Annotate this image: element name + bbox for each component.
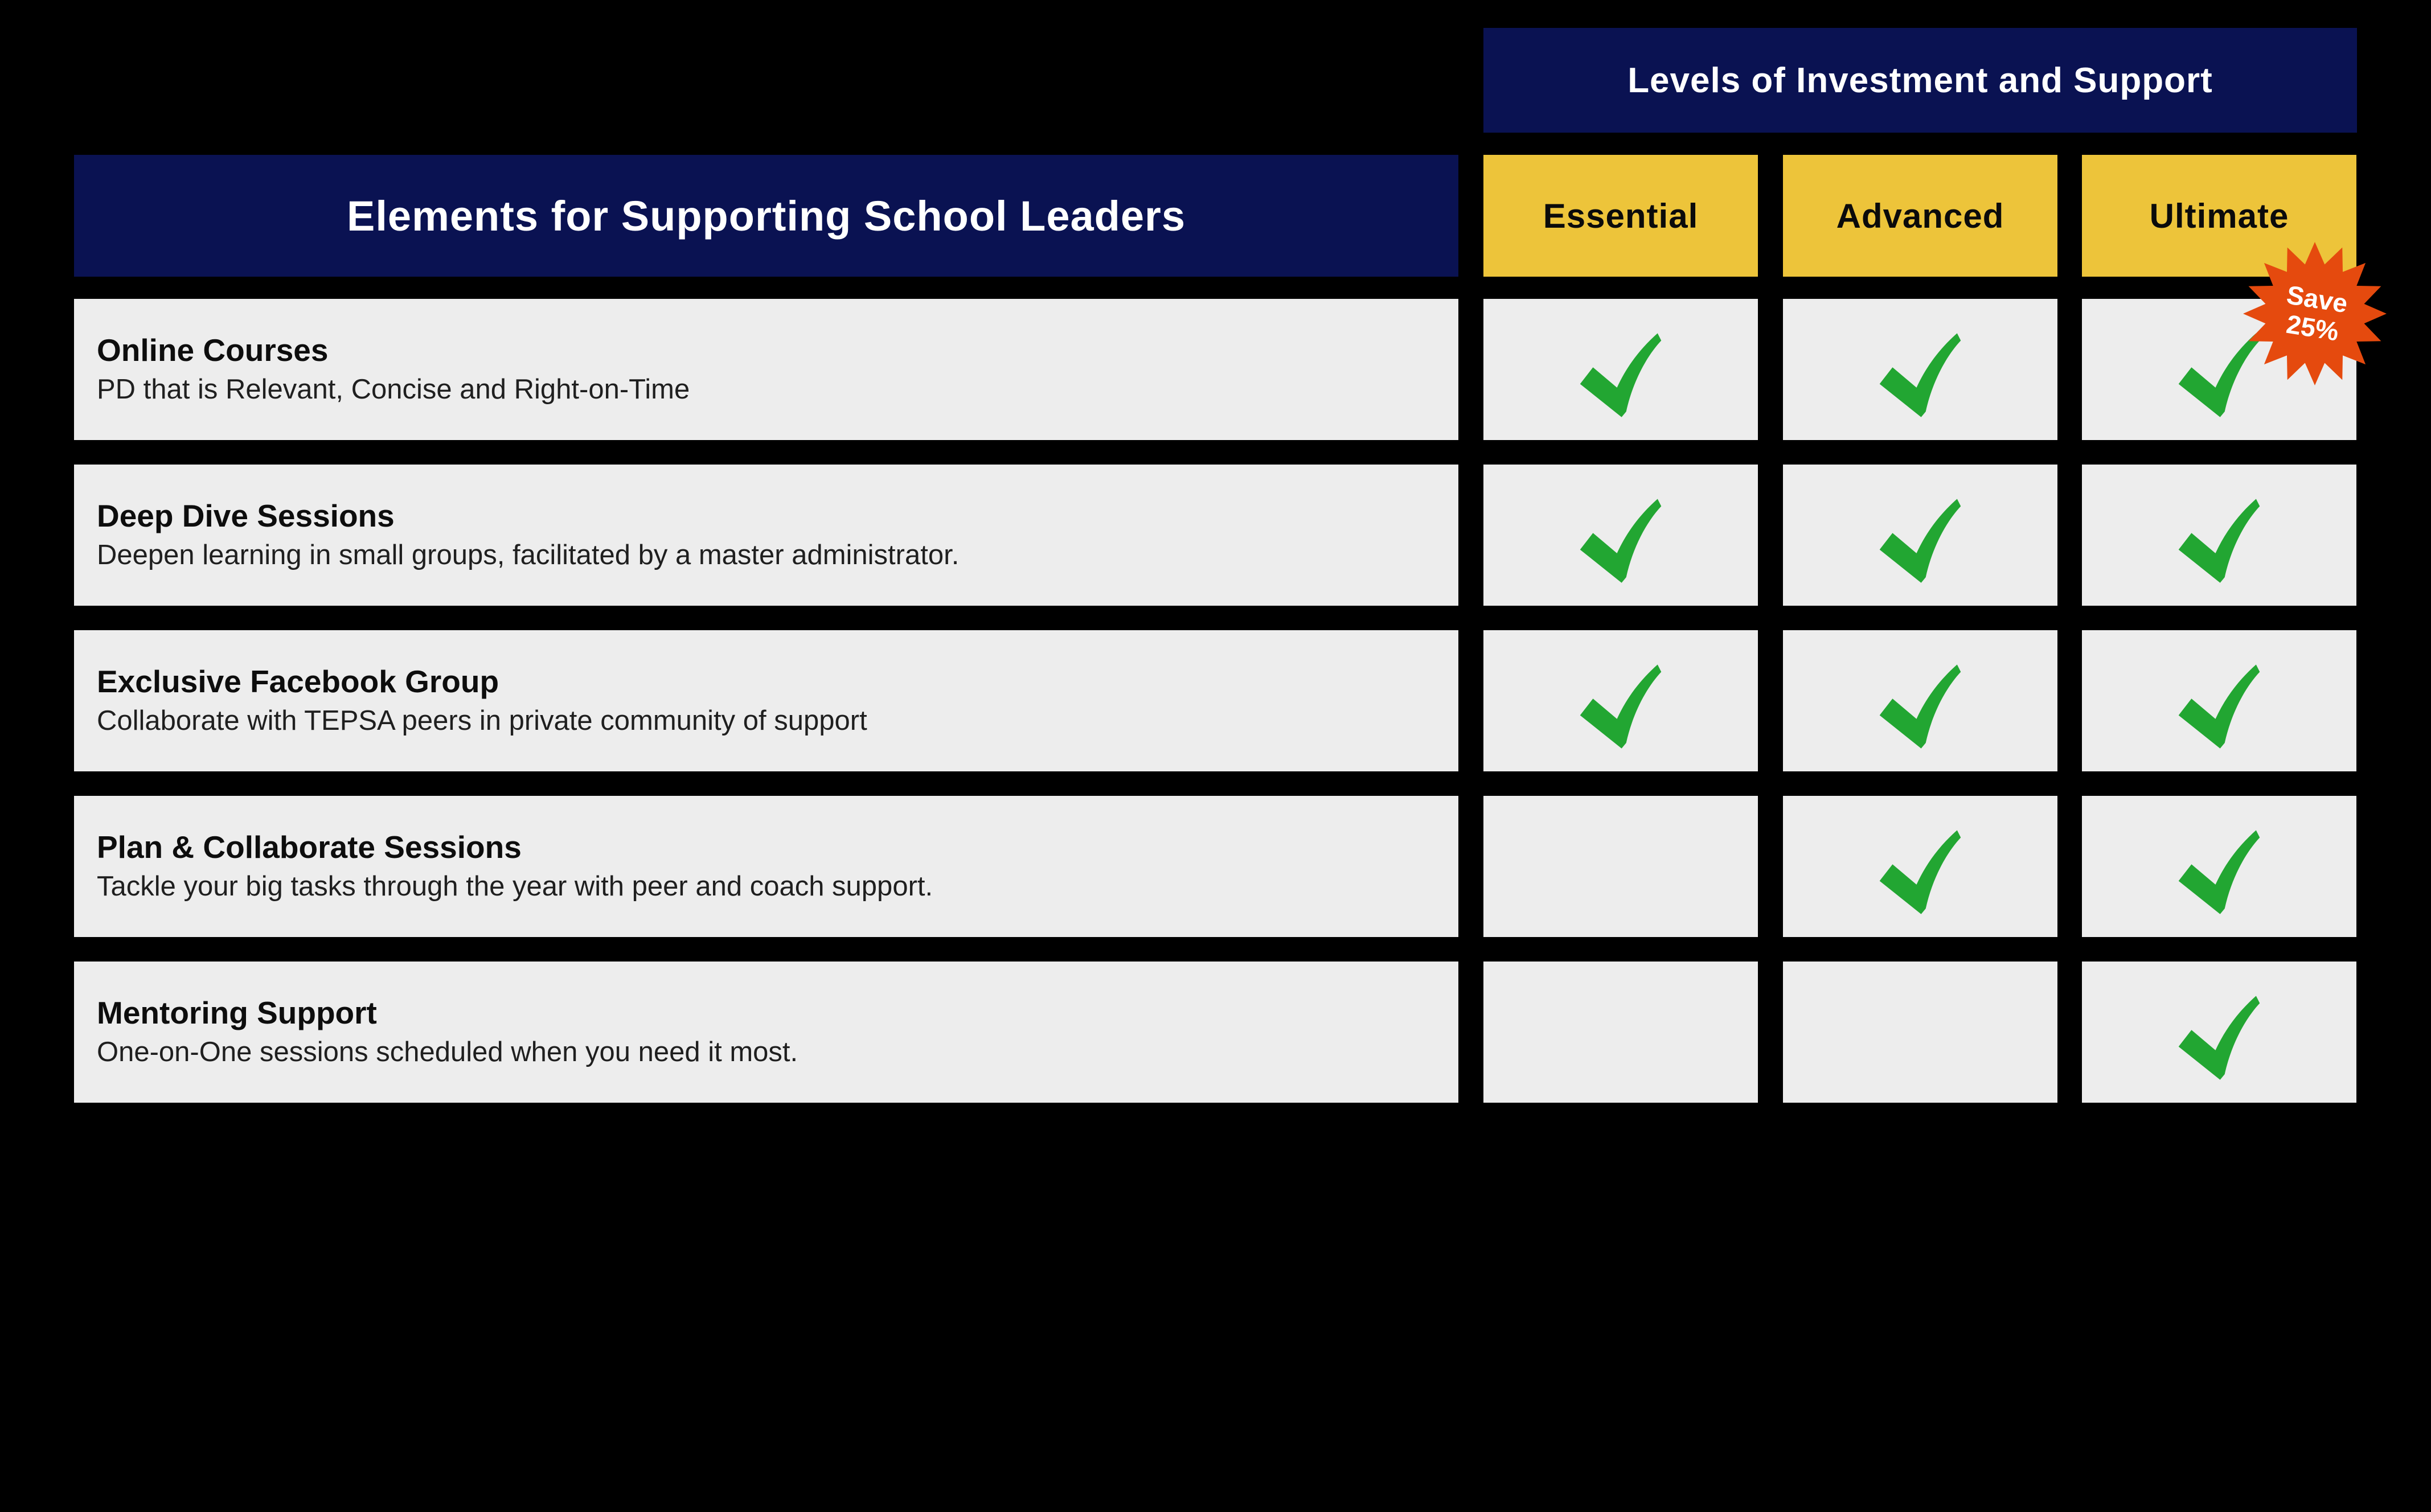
feature-title: Plan & Collaborate Sessions	[97, 829, 522, 865]
feature-title: Deep Dive Sessions	[97, 498, 395, 534]
feature-cell	[74, 465, 1458, 606]
feature-column-title: Elements for Supporting School Leaders	[347, 192, 1186, 240]
check-icon	[2170, 824, 2268, 916]
check-icon	[1572, 492, 1670, 585]
check-icon	[1871, 658, 1969, 750]
feature-description: Collaborate with TEPSA peers in private community of support	[97, 705, 867, 737]
check-icon	[1572, 658, 1670, 750]
table-row	[0, 962, 2431, 1103]
levels-banner-title: Levels of Investment and Support	[1628, 60, 2213, 100]
table-row	[0, 796, 2431, 937]
ultimate-cell	[2082, 630, 2356, 771]
advanced-cell	[1783, 465, 2057, 606]
ultimate-cell	[2082, 962, 2356, 1103]
essential-cell	[1483, 299, 1758, 440]
essential-cell	[1483, 796, 1758, 937]
feature-cell	[74, 299, 1458, 440]
advanced-cell	[1783, 630, 2057, 771]
save-25-badge	[2241, 242, 2388, 385]
essential-cell	[1483, 630, 1758, 771]
tier-header-essential	[1483, 155, 1758, 277]
advanced-cell	[1783, 962, 2057, 1103]
advanced-cell	[1783, 299, 2057, 440]
ultimate-cell	[2082, 796, 2356, 937]
essential-cell	[1483, 465, 1758, 606]
tier-label: Advanced	[1836, 196, 2004, 235]
feature-title: Online Courses	[97, 332, 329, 368]
feature-cell	[74, 630, 1458, 771]
feature-title: Exclusive Facebook Group	[97, 664, 499, 700]
tier-label: Essential	[1543, 196, 1699, 235]
advanced-cell	[1783, 796, 2057, 937]
feature-cell	[74, 796, 1458, 937]
ultimate-cell	[2082, 465, 2356, 606]
check-icon	[1871, 824, 1969, 916]
feature-title: Mentoring Support	[97, 995, 377, 1031]
check-icon	[1871, 492, 1969, 585]
feature-description: Tackle your big tasks through the year with peer and coach support.	[97, 871, 933, 902]
feature-description: One-on-One sessions scheduled when you need it most.	[97, 1037, 798, 1068]
check-icon	[1572, 327, 1670, 419]
tier-header-advanced	[1783, 155, 2057, 277]
essential-cell	[1483, 962, 1758, 1103]
save-badge-line1: Save	[2284, 280, 2350, 319]
feature-description: Deepen learning in small groups, facilitated by a master administrator.	[97, 540, 960, 571]
check-icon	[2170, 989, 2268, 1082]
feature-cell	[74, 962, 1458, 1103]
table-row	[0, 630, 2431, 771]
table-row	[0, 299, 2431, 440]
save-badge-line2: 25%	[2284, 309, 2341, 347]
levels-banner	[1483, 28, 2357, 133]
check-icon	[2170, 658, 2268, 750]
feature-description: PD that is Relevant, Concise and Right-on-Time	[97, 374, 690, 405]
table-row	[0, 465, 2431, 606]
save-badge-text	[2231, 231, 2399, 396]
feature-column-header	[74, 155, 1458, 277]
tier-label: Ultimate	[2149, 196, 2289, 235]
check-icon	[1871, 327, 1969, 419]
check-icon	[2170, 492, 2268, 585]
